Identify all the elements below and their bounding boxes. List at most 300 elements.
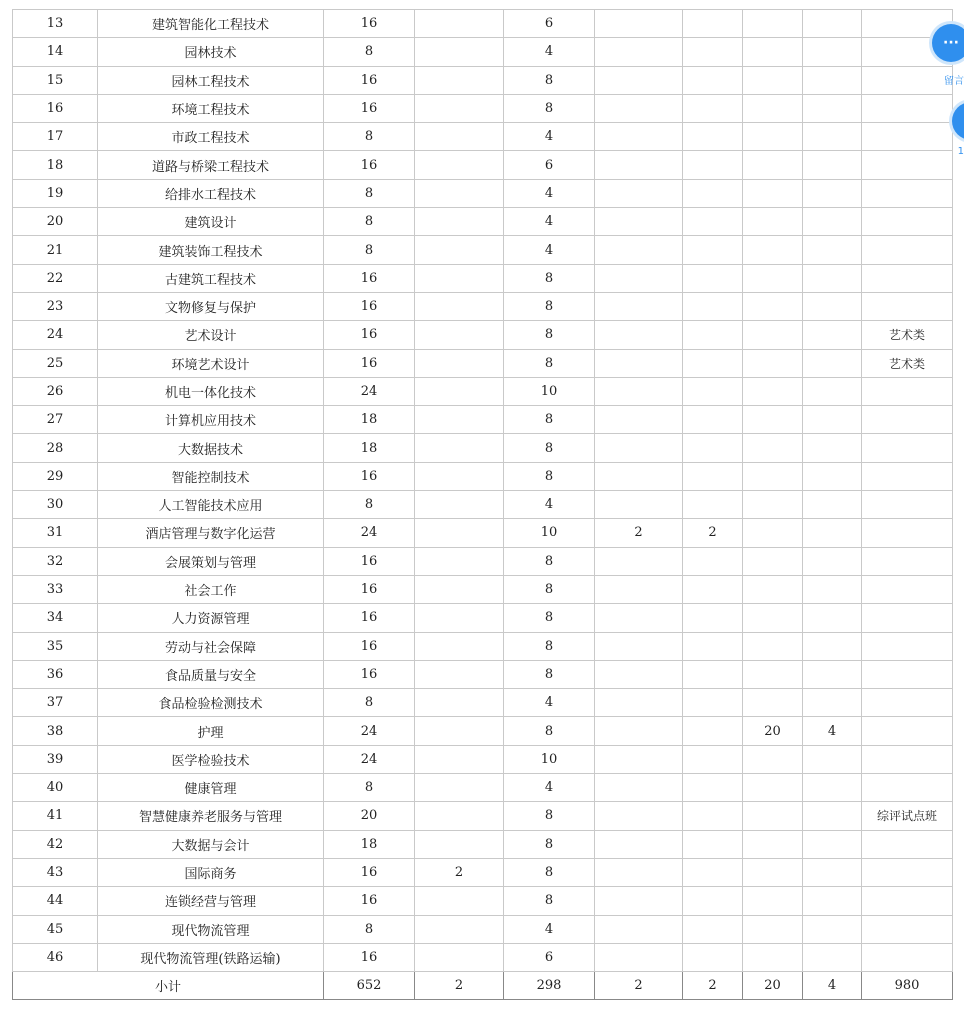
count-cell bbox=[415, 123, 504, 151]
count-cell bbox=[595, 208, 683, 236]
count-cell bbox=[683, 802, 743, 830]
count-cell: 16 bbox=[324, 264, 415, 292]
table-row bbox=[13, 660, 953, 688]
note-cell bbox=[862, 604, 953, 632]
count-cell: 18 bbox=[324, 406, 415, 434]
count-cell bbox=[803, 915, 862, 943]
count-cell: 8 bbox=[504, 292, 595, 320]
count-cell: 8 bbox=[324, 179, 415, 207]
table-row bbox=[13, 434, 953, 462]
count-cell: 16 bbox=[324, 943, 415, 971]
count-cell bbox=[683, 208, 743, 236]
row-number-cell: 32 bbox=[13, 547, 98, 575]
count-cell bbox=[595, 689, 683, 717]
count-cell: 18 bbox=[324, 434, 415, 462]
note-cell bbox=[862, 632, 953, 660]
note-cell bbox=[862, 406, 953, 434]
count-cell bbox=[803, 321, 862, 349]
count-cell bbox=[595, 94, 683, 122]
note-cell bbox=[862, 689, 953, 717]
count-cell: 8 bbox=[504, 547, 595, 575]
count-cell: 16 bbox=[324, 632, 415, 660]
count-cell bbox=[415, 660, 504, 688]
count-cell bbox=[595, 774, 683, 802]
count-cell bbox=[743, 179, 803, 207]
count-cell bbox=[415, 349, 504, 377]
major-name-cell: 机电一体化技术 bbox=[98, 377, 324, 405]
row-number-cell: 26 bbox=[13, 377, 98, 405]
row-number-cell: 22 bbox=[13, 264, 98, 292]
row-number-cell: 31 bbox=[13, 519, 98, 547]
count-cell: 8 bbox=[324, 689, 415, 717]
count-cell bbox=[415, 717, 504, 745]
count-cell bbox=[803, 94, 862, 122]
table-row bbox=[13, 689, 953, 717]
row-number-cell: 46 bbox=[13, 943, 98, 971]
count-cell bbox=[743, 434, 803, 462]
count-cell: 8 bbox=[504, 575, 595, 603]
major-name-cell: 现代物流管理(铁路运输) bbox=[98, 943, 324, 971]
count-cell: 24 bbox=[324, 377, 415, 405]
note-cell bbox=[862, 377, 953, 405]
table-row bbox=[13, 774, 953, 802]
count-cell: 10 bbox=[504, 745, 595, 773]
count-cell: 4 bbox=[504, 123, 595, 151]
count-cell: 8 bbox=[504, 632, 595, 660]
count-cell bbox=[803, 774, 862, 802]
note-cell bbox=[862, 462, 953, 490]
count-cell bbox=[595, 10, 683, 38]
count-cell bbox=[803, 830, 862, 858]
count-cell bbox=[595, 575, 683, 603]
count-cell bbox=[743, 236, 803, 264]
count-cell: 16 bbox=[324, 321, 415, 349]
count-cell: 18 bbox=[324, 830, 415, 858]
table-row bbox=[13, 151, 953, 179]
count-cell bbox=[415, 519, 504, 547]
count-cell bbox=[595, 660, 683, 688]
count-cell bbox=[415, 745, 504, 773]
table-row bbox=[13, 321, 953, 349]
table-row bbox=[13, 94, 953, 122]
count-cell bbox=[415, 321, 504, 349]
count-cell bbox=[415, 151, 504, 179]
total-value-cell: 2 bbox=[595, 972, 683, 1000]
count-cell bbox=[415, 887, 504, 915]
count-cell bbox=[415, 377, 504, 405]
count-cell: 4 bbox=[504, 774, 595, 802]
table-row bbox=[13, 830, 953, 858]
table-row bbox=[13, 943, 953, 971]
table-row bbox=[13, 858, 953, 886]
major-name-cell: 建筑设计 bbox=[98, 208, 324, 236]
count-cell bbox=[683, 151, 743, 179]
major-name-cell: 现代物流管理 bbox=[98, 915, 324, 943]
count-cell: 4 bbox=[504, 236, 595, 264]
count-cell bbox=[743, 858, 803, 886]
table-row bbox=[13, 462, 953, 490]
count-cell: 8 bbox=[504, 660, 595, 688]
total-row bbox=[13, 972, 953, 1000]
row-number-cell: 17 bbox=[13, 123, 98, 151]
count-cell bbox=[683, 406, 743, 434]
count-cell: 6 bbox=[504, 10, 595, 38]
major-name-cell: 给排水工程技术 bbox=[98, 179, 324, 207]
major-name-cell: 园林技术 bbox=[98, 38, 324, 66]
message-label[interactable]: 留言 bbox=[944, 76, 964, 87]
row-number-cell: 44 bbox=[13, 887, 98, 915]
count-cell: 16 bbox=[324, 66, 415, 94]
row-number-cell: 24 bbox=[13, 321, 98, 349]
major-name-cell: 文物修复与保护 bbox=[98, 292, 324, 320]
count-cell: 6 bbox=[504, 151, 595, 179]
count-cell bbox=[683, 179, 743, 207]
table-row bbox=[13, 491, 953, 519]
count-cell bbox=[743, 38, 803, 66]
count-cell: 8 bbox=[504, 858, 595, 886]
note-cell bbox=[862, 887, 953, 915]
major-name-cell: 智能控制技术 bbox=[98, 462, 324, 490]
count-cell: 10 bbox=[504, 377, 595, 405]
note-cell: 艺术类 bbox=[862, 321, 953, 349]
count-cell bbox=[803, 264, 862, 292]
count-cell bbox=[803, 292, 862, 320]
count-cell: 8 bbox=[504, 406, 595, 434]
count-cell: 8 bbox=[504, 434, 595, 462]
table-row bbox=[13, 632, 953, 660]
row-number-cell: 41 bbox=[13, 802, 98, 830]
major-name-cell: 护理 bbox=[98, 717, 324, 745]
table-row bbox=[13, 745, 953, 773]
count-cell bbox=[803, 943, 862, 971]
row-number-cell: 27 bbox=[13, 406, 98, 434]
count-cell: 4 bbox=[504, 38, 595, 66]
side-float-label[interactable]: 1 bbox=[957, 146, 964, 157]
count-cell bbox=[803, 151, 862, 179]
count-cell: 20 bbox=[743, 717, 803, 745]
count-cell: 8 bbox=[504, 66, 595, 94]
count-cell bbox=[415, 10, 504, 38]
count-cell bbox=[415, 264, 504, 292]
count-cell: 24 bbox=[324, 745, 415, 773]
count-cell bbox=[595, 802, 683, 830]
count-cell bbox=[595, 858, 683, 886]
side-float-button[interactable] bbox=[952, 102, 964, 140]
count-cell: 4 bbox=[504, 179, 595, 207]
count-cell: 8 bbox=[504, 462, 595, 490]
count-cell bbox=[683, 66, 743, 94]
count-cell bbox=[683, 745, 743, 773]
count-cell bbox=[415, 406, 504, 434]
table-row bbox=[13, 292, 953, 320]
count-cell: 16 bbox=[324, 10, 415, 38]
note-cell bbox=[862, 943, 953, 971]
count-cell bbox=[803, 236, 862, 264]
total-value-cell: 2 bbox=[415, 972, 504, 1000]
count-cell bbox=[803, 858, 862, 886]
row-number-cell: 38 bbox=[13, 717, 98, 745]
count-cell bbox=[595, 943, 683, 971]
count-cell: 10 bbox=[504, 519, 595, 547]
count-cell bbox=[415, 236, 504, 264]
count-cell bbox=[595, 434, 683, 462]
row-number-cell: 21 bbox=[13, 236, 98, 264]
major-name-cell: 艺术设计 bbox=[98, 321, 324, 349]
note-cell bbox=[862, 151, 953, 179]
count-cell: 16 bbox=[324, 858, 415, 886]
count-cell bbox=[415, 462, 504, 490]
count-cell bbox=[595, 915, 683, 943]
count-cell bbox=[415, 491, 504, 519]
count-cell: 24 bbox=[324, 717, 415, 745]
count-cell bbox=[743, 94, 803, 122]
count-cell bbox=[683, 491, 743, 519]
major-name-cell: 健康管理 bbox=[98, 774, 324, 802]
count-cell bbox=[595, 349, 683, 377]
count-cell bbox=[415, 66, 504, 94]
count-cell bbox=[743, 491, 803, 519]
count-cell bbox=[595, 717, 683, 745]
count-cell bbox=[803, 406, 862, 434]
count-cell: 2 bbox=[415, 858, 504, 886]
count-cell: 4 bbox=[504, 208, 595, 236]
count-cell bbox=[415, 830, 504, 858]
count-cell bbox=[743, 802, 803, 830]
table-row bbox=[13, 123, 953, 151]
major-name-cell: 食品检验检测技术 bbox=[98, 689, 324, 717]
table-row bbox=[13, 179, 953, 207]
count-cell: 8 bbox=[504, 802, 595, 830]
note-cell bbox=[862, 745, 953, 773]
count-cell bbox=[415, 94, 504, 122]
count-cell: 4 bbox=[803, 717, 862, 745]
row-number-cell: 30 bbox=[13, 491, 98, 519]
count-cell bbox=[595, 745, 683, 773]
count-cell bbox=[743, 377, 803, 405]
total-value-cell: 652 bbox=[324, 972, 415, 1000]
table-row bbox=[13, 377, 953, 405]
count-cell bbox=[743, 943, 803, 971]
ellipsis-chat-icon: ··· bbox=[943, 35, 959, 51]
count-cell: 4 bbox=[504, 491, 595, 519]
count-cell bbox=[595, 462, 683, 490]
count-cell bbox=[595, 264, 683, 292]
count-cell: 24 bbox=[324, 519, 415, 547]
count-cell: 8 bbox=[504, 717, 595, 745]
major-name-cell: 社会工作 bbox=[98, 575, 324, 603]
table-row bbox=[13, 38, 953, 66]
count-cell bbox=[683, 689, 743, 717]
count-cell bbox=[743, 292, 803, 320]
table-row bbox=[13, 604, 953, 632]
note-cell bbox=[862, 66, 953, 94]
count-cell bbox=[743, 632, 803, 660]
count-cell bbox=[683, 462, 743, 490]
count-cell: 8 bbox=[504, 321, 595, 349]
major-name-cell: 市政工程技术 bbox=[98, 123, 324, 151]
note-cell bbox=[862, 830, 953, 858]
count-cell bbox=[683, 943, 743, 971]
note-cell bbox=[862, 915, 953, 943]
note-cell bbox=[862, 491, 953, 519]
count-cell: 16 bbox=[324, 462, 415, 490]
count-cell bbox=[415, 802, 504, 830]
row-number-cell: 43 bbox=[13, 858, 98, 886]
count-cell bbox=[743, 151, 803, 179]
table-body bbox=[13, 10, 953, 1000]
table-row bbox=[13, 575, 953, 603]
count-cell bbox=[683, 123, 743, 151]
row-number-cell: 36 bbox=[13, 660, 98, 688]
note-cell bbox=[862, 717, 953, 745]
row-number-cell: 45 bbox=[13, 915, 98, 943]
count-cell: 8 bbox=[504, 830, 595, 858]
count-cell bbox=[415, 689, 504, 717]
count-cell bbox=[595, 632, 683, 660]
count-cell: 8 bbox=[504, 349, 595, 377]
major-name-cell: 园林工程技术 bbox=[98, 66, 324, 94]
major-name-cell: 人工智能技术应用 bbox=[98, 491, 324, 519]
count-cell bbox=[743, 774, 803, 802]
note-cell bbox=[862, 660, 953, 688]
count-cell bbox=[415, 943, 504, 971]
major-name-cell: 连锁经营与管理 bbox=[98, 887, 324, 915]
row-number-cell: 37 bbox=[13, 689, 98, 717]
count-cell: 20 bbox=[324, 802, 415, 830]
count-cell bbox=[803, 802, 862, 830]
major-name-cell: 道路与桥梁工程技术 bbox=[98, 151, 324, 179]
count-cell bbox=[415, 632, 504, 660]
count-cell bbox=[595, 321, 683, 349]
row-number-cell: 15 bbox=[13, 66, 98, 94]
count-cell: 16 bbox=[324, 547, 415, 575]
count-cell bbox=[415, 575, 504, 603]
count-cell: 8 bbox=[504, 604, 595, 632]
note-cell: 艺术类 bbox=[862, 349, 953, 377]
row-number-cell: 34 bbox=[13, 604, 98, 632]
total-value-cell: 298 bbox=[504, 972, 595, 1000]
count-cell bbox=[743, 406, 803, 434]
major-name-cell: 环境工程技术 bbox=[98, 94, 324, 122]
count-cell bbox=[803, 462, 862, 490]
count-cell bbox=[743, 887, 803, 915]
count-cell bbox=[595, 123, 683, 151]
major-name-cell: 劳动与社会保障 bbox=[98, 632, 324, 660]
count-cell bbox=[595, 38, 683, 66]
count-cell bbox=[803, 632, 862, 660]
table-row bbox=[13, 208, 953, 236]
count-cell bbox=[803, 123, 862, 151]
count-cell bbox=[595, 377, 683, 405]
count-cell bbox=[683, 632, 743, 660]
note-cell bbox=[862, 94, 953, 122]
count-cell bbox=[415, 208, 504, 236]
count-cell bbox=[683, 915, 743, 943]
count-cell bbox=[803, 604, 862, 632]
table-row bbox=[13, 547, 953, 575]
count-cell bbox=[683, 10, 743, 38]
note-cell bbox=[862, 208, 953, 236]
row-number-cell: 13 bbox=[13, 10, 98, 38]
count-cell bbox=[803, 434, 862, 462]
count-cell bbox=[743, 321, 803, 349]
count-cell bbox=[743, 604, 803, 632]
table-row bbox=[13, 349, 953, 377]
row-number-cell: 28 bbox=[13, 434, 98, 462]
count-cell bbox=[683, 236, 743, 264]
count-cell bbox=[743, 123, 803, 151]
major-name-cell: 食品质量与安全 bbox=[98, 660, 324, 688]
count-cell: 8 bbox=[504, 264, 595, 292]
row-number-cell: 14 bbox=[13, 38, 98, 66]
count-cell bbox=[743, 689, 803, 717]
count-cell bbox=[803, 745, 862, 773]
count-cell bbox=[415, 38, 504, 66]
count-cell: 8 bbox=[324, 208, 415, 236]
count-cell bbox=[803, 491, 862, 519]
count-cell bbox=[595, 236, 683, 264]
count-cell bbox=[803, 10, 862, 38]
count-cell: 6 bbox=[504, 943, 595, 971]
count-cell: 16 bbox=[324, 349, 415, 377]
count-cell bbox=[595, 66, 683, 94]
total-label-cell: 小计 bbox=[13, 972, 324, 1000]
count-cell bbox=[595, 406, 683, 434]
message-button[interactable] bbox=[932, 24, 964, 62]
major-name-cell: 会展策划与管理 bbox=[98, 547, 324, 575]
count-cell bbox=[803, 179, 862, 207]
count-cell: 4 bbox=[504, 915, 595, 943]
count-cell bbox=[683, 264, 743, 292]
table-row bbox=[13, 887, 953, 915]
count-cell bbox=[595, 547, 683, 575]
table-row bbox=[13, 236, 953, 264]
count-cell bbox=[415, 547, 504, 575]
count-cell bbox=[683, 858, 743, 886]
count-cell: 16 bbox=[324, 292, 415, 320]
total-value-cell: 4 bbox=[803, 972, 862, 1000]
count-cell bbox=[803, 349, 862, 377]
major-name-cell: 环境艺术设计 bbox=[98, 349, 324, 377]
count-cell bbox=[595, 830, 683, 858]
count-cell: 8 bbox=[324, 123, 415, 151]
table-row bbox=[13, 406, 953, 434]
row-number-cell: 16 bbox=[13, 94, 98, 122]
count-cell bbox=[683, 292, 743, 320]
total-value-cell: 2 bbox=[683, 972, 743, 1000]
count-cell: 8 bbox=[504, 887, 595, 915]
count-cell bbox=[683, 604, 743, 632]
major-name-cell: 大数据与会计 bbox=[98, 830, 324, 858]
count-cell bbox=[743, 575, 803, 603]
count-cell bbox=[743, 519, 803, 547]
count-cell bbox=[683, 377, 743, 405]
note-cell bbox=[862, 575, 953, 603]
major-name-cell: 人力资源管理 bbox=[98, 604, 324, 632]
count-cell bbox=[743, 208, 803, 236]
total-value-cell: 980 bbox=[862, 972, 953, 1000]
table-row bbox=[13, 519, 953, 547]
major-name-cell: 智慧健康养老服务与管理 bbox=[98, 802, 324, 830]
count-cell bbox=[803, 519, 862, 547]
count-cell bbox=[803, 689, 862, 717]
count-cell bbox=[595, 491, 683, 519]
major-name-cell: 酒店管理与数字化运营 bbox=[98, 519, 324, 547]
note-cell bbox=[862, 264, 953, 292]
table-row bbox=[13, 10, 953, 38]
major-name-cell: 国际商务 bbox=[98, 858, 324, 886]
count-cell bbox=[803, 377, 862, 405]
